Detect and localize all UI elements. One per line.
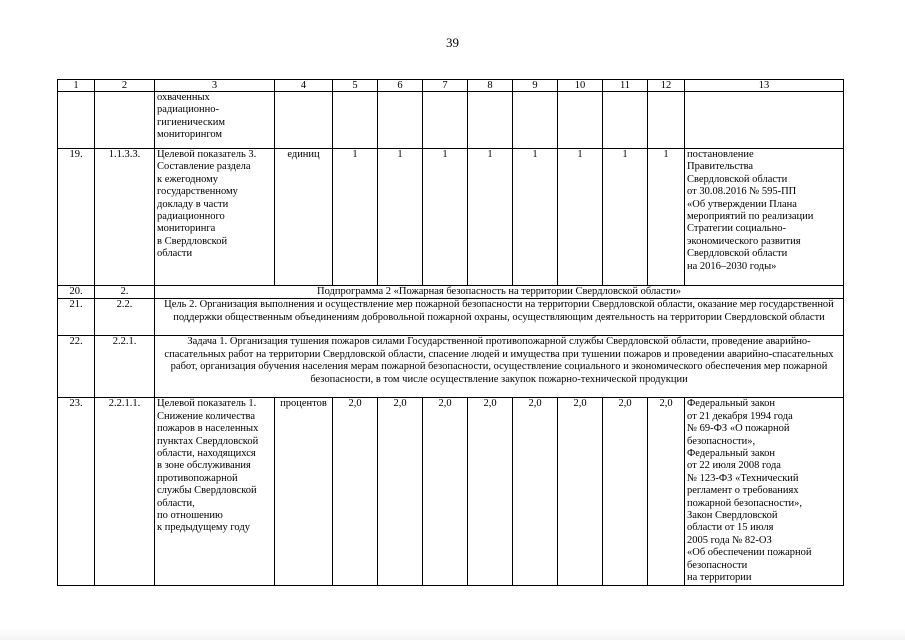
page-number: 39 [446,35,459,50]
table-cell: 23. [58,398,95,585]
table-cell: 1 [648,149,685,286]
table-cell: 2,0 [378,398,423,585]
row-code: 2.2.1. [95,336,155,398]
header-cell: 10 [558,80,603,92]
scan-edge [0,628,905,640]
table-cell [603,92,648,149]
table-cell [685,92,844,149]
header-cell: 4 [275,80,333,92]
table-cell: Целевой показатель 3. Составление раздела к ежегодному государственному докладу в части радиационного мониторинга в Свердловской области [155,149,275,286]
table-cell: процентов [275,398,333,585]
table-cell: постановление Правительства Свердловской области от 30.08.2016 № 595-ПП «Об утверждении Плана мероприятий по реализации Стратегии социально- экономического развития Свердловской области на 2016–2030 годы» [685,149,844,286]
row-number: 22. [58,336,95,398]
header-row [58,80,844,92]
table-cell [423,92,468,149]
table-cell [468,92,513,149]
row-code: 2.2. [95,299,155,336]
table-cell: 1 [468,149,513,286]
header-cell: 8 [468,80,513,92]
table-cell: 2.2.1.1. [95,398,155,585]
table-row [58,299,844,336]
section-heading: Подпрограмма 2 «Пожарная безопасность на территории Свердловской области» [155,286,844,299]
table-cell: 2,0 [648,398,685,585]
table-cell: 2,0 [423,398,468,585]
header-cell: 9 [513,80,558,92]
table-cell [513,92,558,149]
table-cell: 19. [58,149,95,286]
table-cell: 1 [333,149,378,286]
header-cell: 1 [58,80,95,92]
header-cell: 11 [603,80,648,92]
table-cell: 1 [558,149,603,286]
header-cell: 7 [423,80,468,92]
table-cell [58,92,95,149]
table-cell: Целевой показатель 1. Снижение количества пожаров в населенных пунктах Свердловской области, находящихся в зоне обслуживания противопожарной службы Свердловской области, по отношению к предыдущему году [155,398,275,585]
table-cell: 1.1.3.3. [95,149,155,286]
table-cell: 2,0 [468,398,513,585]
table-row [58,336,844,398]
row-code: 2. [95,286,155,299]
table-cell: охваченных радиационно- гигиеническим мониторингом [155,92,275,149]
table-cell: 2,0 [603,398,648,585]
table-cell: 2,0 [333,398,378,585]
table-cell [275,92,333,149]
row-number: 20. [58,286,95,299]
table-cell [648,92,685,149]
table-cell: 1 [513,149,558,286]
header-cell: 12 [648,80,685,92]
table-cell: 2,0 [558,398,603,585]
header-cell: 3 [155,80,275,92]
table-cell [95,92,155,149]
header-cell: 13 [685,80,844,92]
table-row [58,149,844,286]
section-heading: Задача 1. Организация тушения пожаров силами Государственной противопожарной службы Свердловской области, проведение аварийно-спасательных работ на территории Свердловской области, спасение людей и имущества при тушении пожаров и проведении аварийно-спасательных работ, организация обучения населения мерам пожарной безопасности, осуществление социального и экономического обеспечения мер пожарной безопасности, в том числе осуществление закупок пожарно-технической продукции [155,336,844,398]
table-cell: 1 [603,149,648,286]
row-number: 21. [58,299,95,336]
header-cell: 5 [333,80,378,92]
header-cell: 2 [95,80,155,92]
table-cell: единиц [275,149,333,286]
table-cell [558,92,603,149]
table-row [58,398,844,585]
table-cell: 1 [378,149,423,286]
section-heading: Цель 2. Организация выполнения и осуществление мер пожарной безопасности на территории Свердловской области, оказание мер государственной поддержки общественным объединениям добровольной пожарной охраны, осуществляющим деятельность на территории Свердловской области [155,299,844,336]
header-cell: 6 [378,80,423,92]
table-cell: 2,0 [513,398,558,585]
indicators-table [57,79,844,586]
table-cell: Федеральный закон от 21 декабря 1994 года № 69-ФЗ «О пожарной безопасности», Федеральный закон от 22 июля 2008 года № 123-ФЗ «Технический регламент о требованиях пожарной безопасности», Закон Свердловской области от 15 июля 2005 года № 82-ОЗ «Об обеспечении пожарной безопасности на территории [685,398,844,585]
table-cell: 1 [423,149,468,286]
table-cell [333,92,378,149]
table-row [58,92,844,149]
table-row [58,286,844,299]
table-cell [378,92,423,149]
